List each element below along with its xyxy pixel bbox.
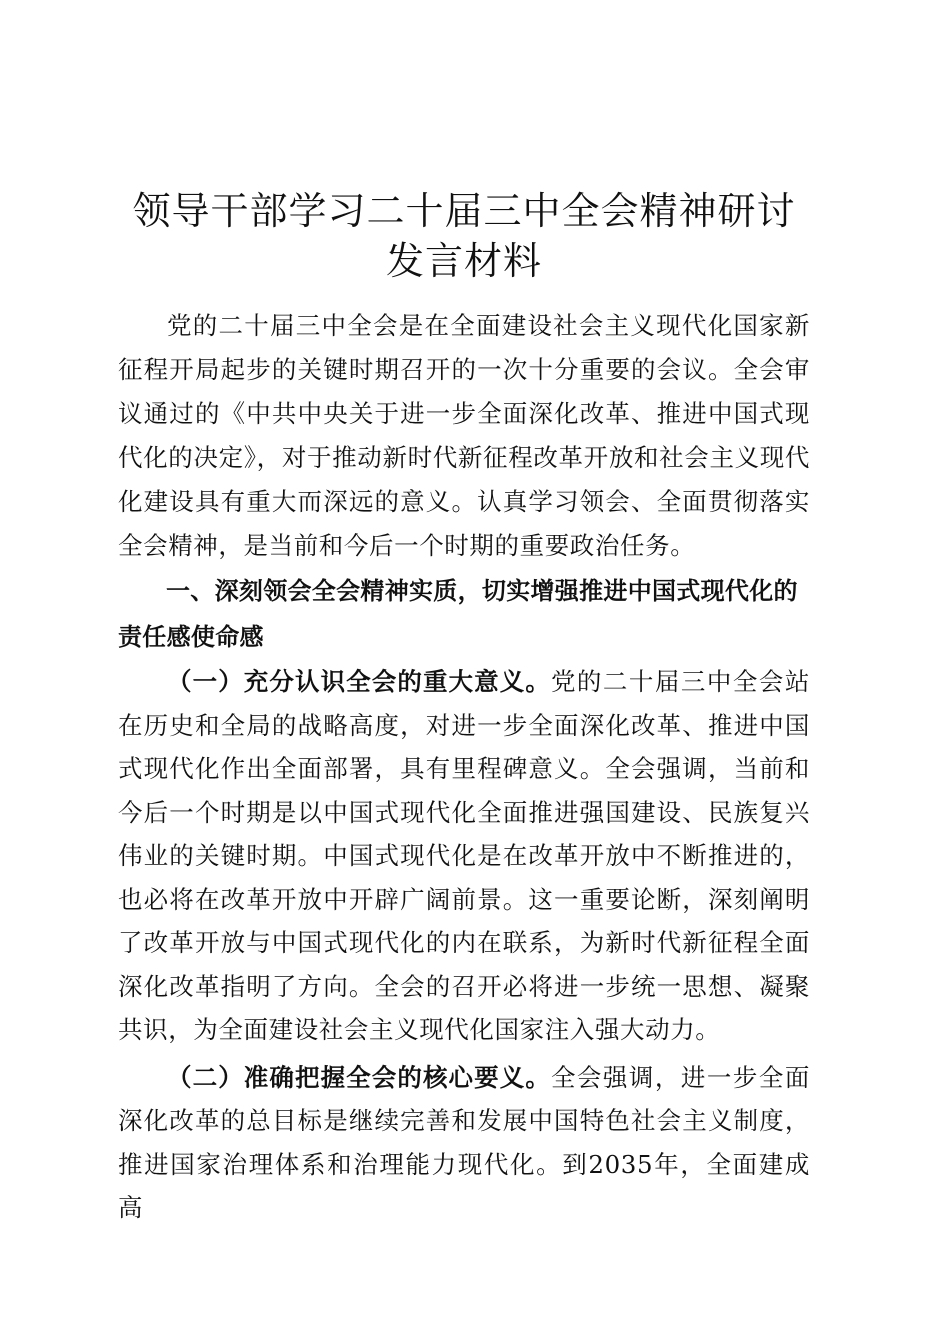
- subsection-1-body: 党的二十届三中全会站在历史和全局的战略高度，对进一步全面深化改革、推进中国式现代化作出全面部署，具有里程碑意义。全会强调，当前和今后一个时期是以中国式现代化全面推进强国建设、民族复兴伟业的关键时期。中国式现代化是在改革开放中不断推进的，也必将在改革开放中开辟广阔前景。这一重要论断，深刻阐明了改革开放与中国式现代化的内在联系，为新时代新征程全面深化改革指明了方向。全会的召开必将进一步统一思想、凝聚共识，为全面建设社会主义现代化国家注入强大动力。: [118, 667, 810, 1044]
- subsection-2-lead: （二）准确把握全会的核心要义。: [167, 1062, 551, 1092]
- subsection-2-body: 全会强调，进一步全面深化改革的总目标是继续完善和发展中国特色社会主义制度，推进国家治理体系和治理能力现代化。到2035年，全面建成高: [118, 1062, 810, 1222]
- intro-paragraph: 党的二十届三中全会是在全面建设社会主义现代化国家新征程开局起步的关键时期召开的一次十分重要的会议。全会审议通过的《中共中央关于进一步全面深化改革、推进中国式现代化的决定》，对于推动新时代新征程改革开放和社会主义现代化建设具有重大而深远的意义。认真学习领会、全面贯彻落实全会精神，是当前和今后一个时期的重要政治任务。: [118, 311, 810, 560]
- document-title: 领导干部学习二十届三中全会精神研讨发言材料: [132, 189, 796, 283]
- subsection-1-lead: （一）充分认识全会的重大意义。: [167, 667, 551, 696]
- subsection-1-paragraph: [118, 660, 810, 1052]
- section-heading-1: 一、深刻领会全会精神实质，切实增强推进中国式现代化的责任感使命感: [118, 577, 798, 651]
- document-page: [118, 186, 810, 1230]
- subsection-2-paragraph: [118, 1056, 810, 1230]
